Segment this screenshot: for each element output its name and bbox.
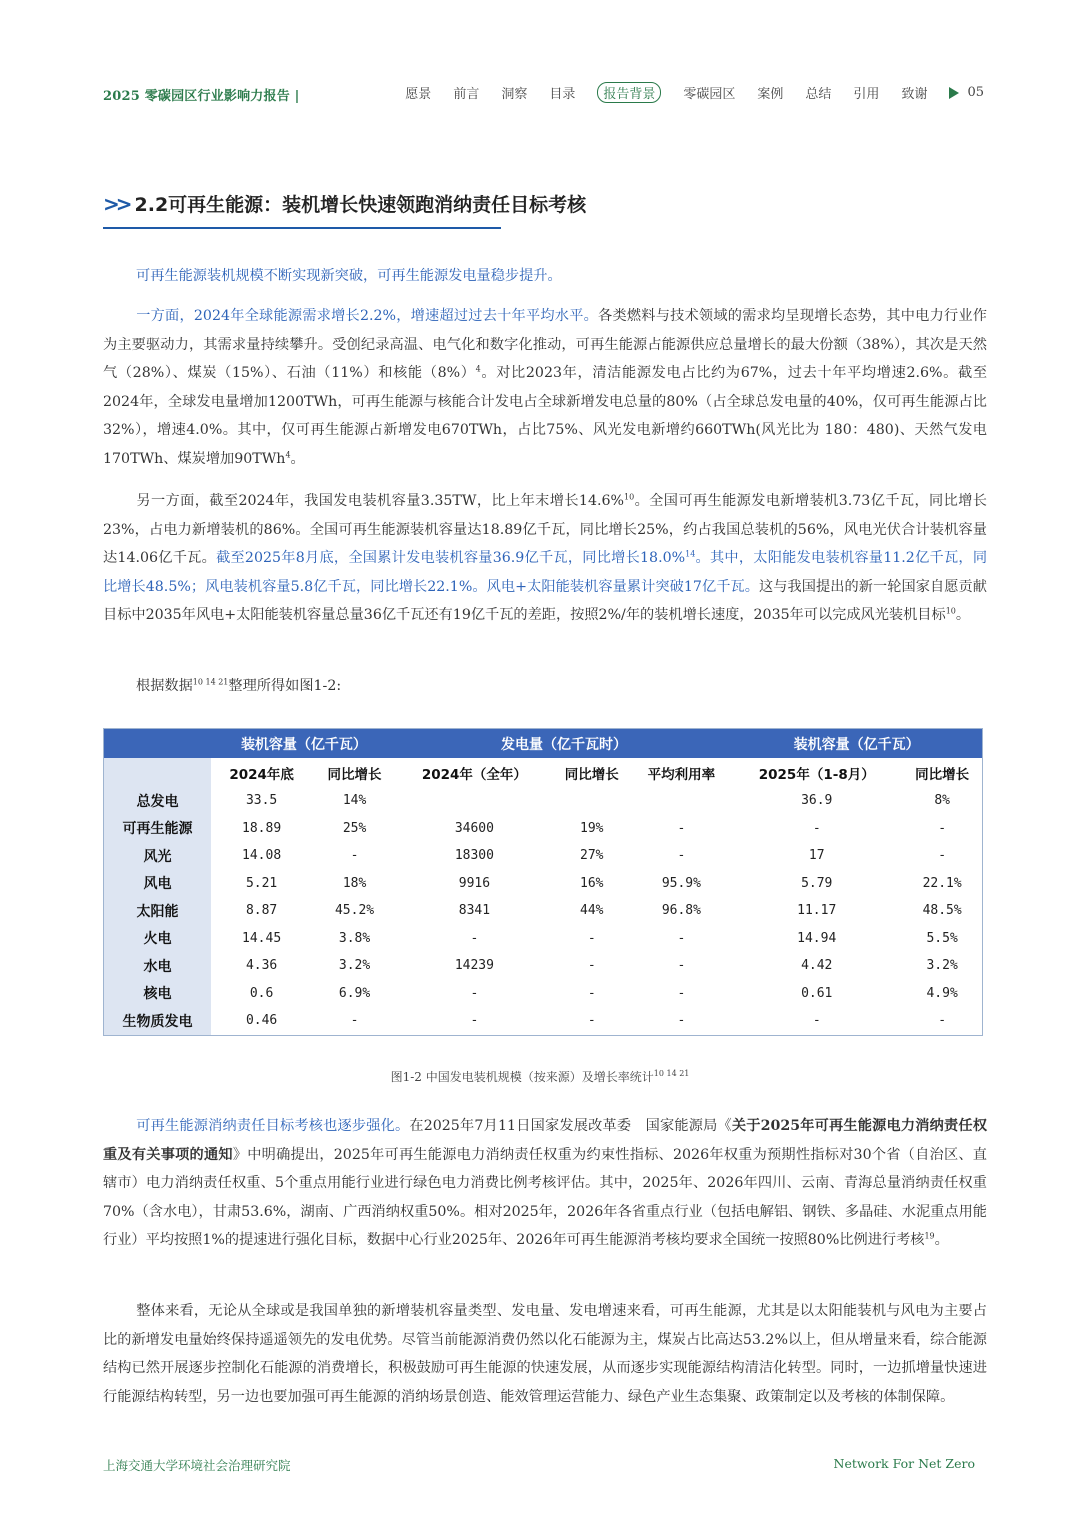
table-subheader-corner [104, 758, 211, 787]
nav-item-references[interactable]: 引用 [853, 87, 880, 102]
table-cell: 3.2% [338, 958, 371, 974]
table-cell: - [812, 820, 821, 836]
consumption-highlight: 可再生能源消纳责任目标考核也逐步强化。 [136, 1118, 410, 1134]
table-row [104, 815, 982, 843]
table-cell: 0.46 [245, 1013, 278, 1029]
paragraph-conclusion [103, 1297, 987, 1411]
paragraph-china [103, 487, 987, 630]
table-corner [104, 729, 211, 758]
citation-table-intro: 10 14 21 [192, 677, 229, 687]
table-cell: 6.9% [338, 985, 371, 1001]
global-text-2: 。对比2023年，清洁能源发电占比约为67%，过去十年平均增速2.6%。截至2024年，全球发电量增加1200TWh，可再生能源与核能合计发电占全球新增发电总量的80%（占全球总发电量的40%，仅可再生能源占比32%），增速4.0%。其中，仅可再生能源占新增发电670TWh，占比75%、风光发电新增约660TWh(风光比为 180：480)、天然气发电170TWh、煤炭增加90TWh [103, 365, 988, 467]
section-heading [103, 190, 586, 217]
table-cell: 14.08 [242, 848, 282, 864]
nav-item-cases[interactable]: 案例 [757, 87, 784, 102]
footer-institution: 上海交通大学环境社会治理研究院 [103, 1458, 291, 1473]
china-text-2: 。全国可再生能源发电新增装机3.73亿千瓦，同比增长23%，占电力新增装机的86%。全国可再生能源装机容量达18.89亿千瓦，同比增长25%，约占我国总装机的56%，风电光伏合计装机容量达14.06亿千瓦。 [103, 493, 987, 566]
table-cell: 34600 [454, 820, 494, 836]
consumption-text-3: 。 [934, 1232, 949, 1248]
table-cell: 0.6 [249, 985, 274, 1001]
section-title: 2.2可再生能源：装机增长快速领跑消纳责任目标考核 [134, 194, 587, 216]
table-row [104, 980, 982, 1008]
table-row [104, 870, 982, 898]
top-nav [383, 82, 984, 103]
nav-item-zero-carbon-park[interactable]: 零碳园区 [683, 87, 736, 102]
col-header: 平均利用率 [647, 766, 716, 783]
table-cell: 9916 [458, 875, 491, 891]
citation-4a: 4 [475, 364, 481, 374]
table-cell: 45.2% [334, 903, 375, 919]
caption-citation: 10 14 21 [653, 1069, 690, 1078]
group-header-capacity-2025: 装机容量（亿千瓦） [731, 729, 982, 758]
consumption-text-1: 在2025年7月11日国家发展改革委 国家能源局《 [409, 1118, 732, 1134]
group-header-capacity-2024: 装机容量（亿千瓦） [211, 729, 397, 758]
table-cell: - [470, 1013, 479, 1029]
nav-item-acknowledgements[interactable]: 致谢 [901, 87, 928, 102]
table-cell: 14.45 [242, 930, 282, 946]
table-cell: 4.36 [245, 958, 278, 974]
table-cell: 5.79 [801, 875, 833, 891]
table-cell: 5.5% [926, 930, 958, 946]
consumption-text-2: 》中明确提出，2025年可再生能源电力消纳责任权重为约束性指标、2026年权重为预期性指标对30个省（自治区、直辖市）电力消纳责任权重、5个重点用能行业进行绿色电力消费比例考核评估。其中，2025年、2026年四川、云南、青海总量消纳责任权重70%（含水电），甘肃53.6%，湖南、广西消纳权重50%。相对2025年，2026年各省重点行业（包括电解铝、钢铁、多晶硅、水泥重点用能行业）平均按照1%的提速进行强化目标，数据中心行业2025年、2026年可再生能源消考核均要求全国统一按照80%比例进行考核 [103, 1146, 987, 1248]
table-row [104, 787, 982, 815]
col-header: 2025年（1-8月） [758, 766, 875, 783]
row-label: 水电 [104, 952, 211, 980]
table-row [104, 1007, 982, 1035]
paragraph-table-intro [103, 672, 987, 701]
double-chevron-icon: >> [103, 191, 129, 216]
citation-10a: 10 [624, 492, 635, 502]
table-cell: - [350, 1013, 359, 1029]
capacity-table [103, 728, 983, 1036]
nav-item-preface[interactable]: 前言 [453, 87, 480, 102]
china-highlight-1: 截至2025年8月底，全国累计发电装机容量36.9亿千瓦，同比增长18.0% [216, 550, 686, 566]
group-header-generation: 发电量（亿千瓦时） [397, 729, 731, 758]
section-underline [103, 227, 501, 229]
table-cell: - [677, 930, 686, 946]
table-cell: 96.8% [661, 903, 701, 919]
citation-4b: 4 [285, 449, 291, 459]
table-cell: 22.1% [922, 875, 962, 891]
row-label: 可再生能源 [104, 815, 211, 843]
report-title: 2025 零碳园区行业影响力报告 | [103, 89, 300, 104]
table-cell [632, 787, 732, 815]
nav-item-insight[interactable]: 洞察 [501, 87, 528, 102]
table-cell: 48.5% [922, 903, 962, 919]
row-label: 风光 [104, 842, 211, 870]
table-intro-text-1: 根据数据 [136, 678, 193, 694]
table-cell: - [677, 985, 686, 1001]
intro-highlight: 可再生能源装机规模不断实现新突破，可再生能源发电量稳步提升。 [136, 268, 562, 284]
table-cell: 33.5 [245, 793, 278, 809]
citation-14: 14 [685, 549, 696, 559]
policy-document-title: 关于2025年可再生能源电力消纳责任权重及有关事项的通知 [103, 1118, 988, 1163]
table-cell: 36.9 [801, 793, 833, 809]
play-arrow-icon[interactable] [949, 87, 959, 99]
table-cell: 17 [808, 848, 825, 864]
table-row [104, 897, 982, 925]
global-text-1: 各类燃料与技术领域的需求均呈现增长态势，其中电力行业作为主要驱动力，其需求量持续攀升。受创纪录高温、电气化和数字化推动，可再生能源占能源供应总量增长的最大份额（38%），其次是天然气（28%）、煤炭（15%）、石油（11%）和核能（8%） [103, 308, 987, 381]
table-cell [552, 787, 632, 815]
table-cell: 4.42 [801, 958, 833, 974]
table-cell: 19% [580, 820, 604, 836]
col-header: 2024年（全年） [421, 766, 527, 783]
caption-text: 图1-2 中国发电装机规模（按来源）及增长率统计 [390, 1070, 654, 1084]
china-highlight-2: 。其中，太阳能发电装机容量11.2亿千瓦，同比增长48.5%；风电装机容量5.8亿千瓦，同比增长22.1%。风电+太阳能装机容量累计突破17亿千瓦。 [103, 550, 988, 595]
global-highlight: 一方面，2024年全球能源需求增长2.2%，增速超过过去十年平均水平。 [136, 308, 599, 324]
row-label: 太阳能 [104, 897, 211, 925]
paragraph-intro [103, 262, 987, 291]
table-cell: - [938, 1013, 947, 1029]
table-cell: 95.9% [661, 875, 701, 891]
figure-caption [0, 1068, 1080, 1085]
table-cell: - [587, 985, 596, 1001]
table-row [104, 842, 982, 870]
table-cell: - [677, 1013, 686, 1029]
global-text-3: 。 [290, 450, 305, 467]
paragraph-consumption [103, 1112, 987, 1255]
table-cell: - [350, 848, 359, 864]
col-header: 同比增长 [915, 766, 970, 783]
table-cell: - [677, 820, 686, 836]
table-cell [397, 787, 552, 815]
table-cell: 0.61 [801, 985, 833, 1001]
citation-10b: 10 [945, 606, 956, 616]
paragraph-global [103, 302, 987, 473]
table-cell: - [677, 958, 686, 974]
conclusion-text: 整体来看，无论从全球或是我国单独的新增装机容量类型、发电量、发电增速来看，可再生能源，尤其是以太阳能装机与风电为主要占比的新增发电量始终保持遥遥领先的发电优势。尽管当前能源消费仍然以化石能源为主，煤炭占比高达53.2%以上，但从增量来看，综合能源结构已然开展逐步控制化石能源的消费增长，积极鼓励可再生能源的快速发展，从而逐步实现能源结构清洁化转型。同时，一边抓增量快速进行能源结构转型，另一边也要加强可再生能源的消纳场景创造、能效管理运营能力、绿色产业生态集聚、政策制定以及考核的体制保障。 [103, 1303, 987, 1405]
table-cell: 8% [934, 793, 950, 809]
nav-item-contents[interactable]: 目录 [549, 87, 576, 102]
row-label: 风电 [104, 870, 211, 898]
col-header: 同比增长 [564, 766, 619, 783]
china-text-4: 。 [955, 607, 971, 623]
table-row [104, 925, 982, 953]
table-cell: 8.87 [245, 903, 278, 919]
table-cell: - [812, 1013, 821, 1029]
china-text-3: 这与我国提出的新一轮国家自愿贡献目标中2035年风电+太阳能装机容量总量36亿千瓦还有19亿千瓦的差距，按照2%/年的装机增长速度，2035年可以完成风光装机目标 [103, 578, 987, 623]
table-cell: 44% [580, 903, 604, 919]
table-cell: 14239 [454, 958, 494, 974]
table-cell: 11.17 [797, 903, 837, 919]
table-row [104, 952, 982, 980]
table-cell: 18.89 [242, 820, 282, 836]
nav-item-summary[interactable]: 总结 [805, 87, 832, 102]
table-cell: 4.9% [926, 985, 958, 1001]
row-label: 火电 [104, 925, 211, 953]
table-cell: 14.94 [797, 930, 837, 946]
table-cell: - [587, 958, 596, 974]
table-cell: 5.21 [245, 875, 278, 891]
row-label: 生物质发电 [104, 1007, 211, 1035]
table-cell: - [938, 820, 947, 836]
table-cell: 14% [342, 793, 367, 809]
table-cell: - [470, 930, 479, 946]
row-label: 总发电 [104, 787, 211, 815]
col-header: 同比增长 [327, 766, 382, 783]
table-intro-text-2: 整理所得如图1-2: [228, 678, 342, 694]
table-cell: 3.8% [338, 930, 371, 946]
china-text-1: 另一方面，截至2024年，我国发电装机容量3.35TW，比上年末增长14.6% [136, 493, 624, 509]
row-label: 核电 [104, 980, 211, 1008]
table-cell: 8341 [458, 903, 491, 919]
citation-19: 19 [924, 1231, 935, 1241]
table-cell: - [938, 848, 947, 864]
table-cell: 16% [580, 875, 604, 891]
table-cell: 18% [342, 875, 367, 891]
nav-item-vision[interactable]: 愿景 [405, 87, 432, 102]
table-cell: 27% [580, 848, 604, 864]
table-cell: 3.2% [926, 958, 958, 974]
nav-item-report-background[interactable]: 报告背景 [597, 82, 661, 103]
table-cell: - [587, 930, 596, 946]
footer-network: Network For Net Zero [833, 1456, 975, 1471]
table-cell: - [470, 985, 479, 1001]
table-cell: 25% [342, 820, 367, 836]
table-cell: - [587, 1013, 596, 1029]
table-cell: 18300 [454, 848, 494, 864]
page-number: 05 [967, 85, 984, 100]
col-header: 2024年底 [229, 766, 294, 783]
table-cell: - [677, 848, 686, 864]
